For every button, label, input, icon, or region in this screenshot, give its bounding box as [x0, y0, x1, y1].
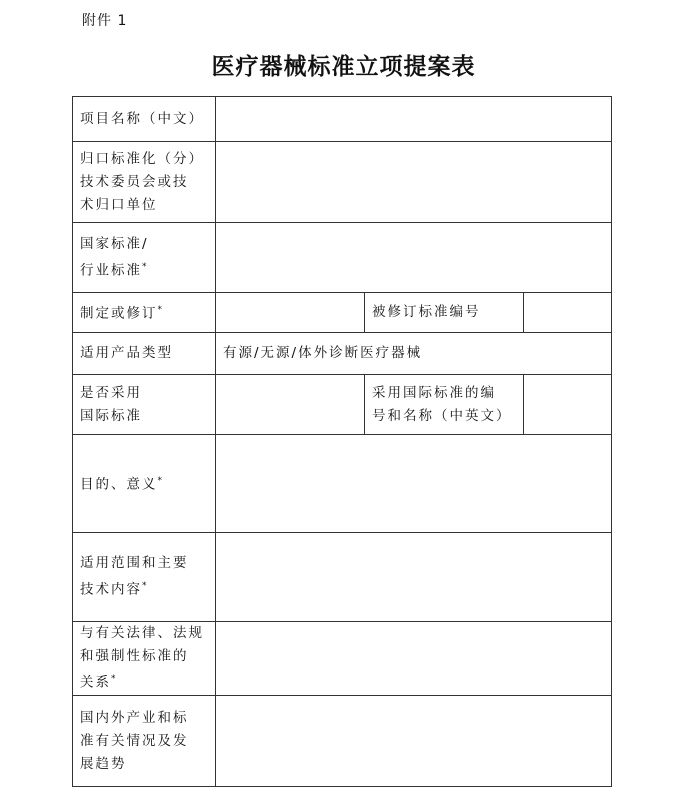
field-scope[interactable]: [216, 533, 612, 622]
label-revise: 制定或修订: [80, 305, 158, 322]
required-mark: *: [157, 305, 162, 316]
label-revised-number: 被修订标准编号: [365, 293, 524, 333]
required-mark: *: [142, 581, 147, 592]
row-project-name: [73, 97, 612, 142]
field-product-type[interactable]: 有源/无源/体外诊断医疗器械: [216, 333, 612, 375]
label-project-name: 项目名称（中文）: [73, 97, 216, 142]
row-scope: [73, 533, 612, 622]
row-product-type: [73, 333, 612, 375]
row-relation: [73, 622, 612, 696]
row-committee: [73, 142, 612, 223]
label-relation-cell: [73, 622, 216, 696]
label-purpose: 目的、意义: [80, 476, 158, 493]
field-committee[interactable]: [216, 142, 612, 223]
field-revised-number[interactable]: [524, 293, 612, 333]
label-revise-cell: [73, 293, 216, 333]
attachment-label: 附件 1: [82, 13, 128, 29]
label-scope-cell: [73, 533, 216, 622]
form-title: 医疗器械标准立项提案表: [211, 53, 476, 80]
label-purpose-cell: [73, 435, 216, 533]
field-industry-status[interactable]: [216, 696, 612, 787]
field-revise[interactable]: [216, 293, 365, 333]
label-industry-status: 国内外产业和标 准有关情况及发 展趋势: [73, 696, 216, 787]
field-adopt-international[interactable]: [216, 375, 365, 435]
proposal-form-table: [72, 96, 612, 787]
field-relation[interactable]: [216, 622, 612, 696]
field-purpose[interactable]: [216, 435, 612, 533]
label-relation: 与有关法律、法规 和强制性标准的 关系: [80, 625, 204, 691]
label-adopt-international: 是否采用 国际标准: [73, 375, 216, 435]
label-standard-type: 国家标准/ 行业标准: [80, 235, 149, 279]
required-mark: *: [111, 674, 116, 685]
label-adopted-standard: 采用国际标准的编 号和名称（中英文）: [365, 375, 524, 435]
row-industry-status: [73, 696, 612, 787]
row-standard-type: [73, 223, 612, 293]
row-revise: [73, 293, 612, 333]
required-mark: *: [157, 476, 162, 487]
field-adopted-standard[interactable]: [524, 375, 612, 435]
label-product-type: 适用产品类型: [73, 333, 216, 375]
required-mark: *: [142, 261, 147, 272]
label-committee: 归口标准化（分） 技术委员会或技 术归口单位: [73, 142, 216, 223]
field-project-name[interactable]: [216, 97, 612, 142]
row-adopt-international: [73, 375, 612, 435]
row-purpose: [73, 435, 612, 533]
label-standard-type-cell: [73, 223, 216, 293]
label-scope: 适用范围和主要 技术内容: [80, 555, 189, 598]
field-standard-type[interactable]: [216, 223, 612, 293]
